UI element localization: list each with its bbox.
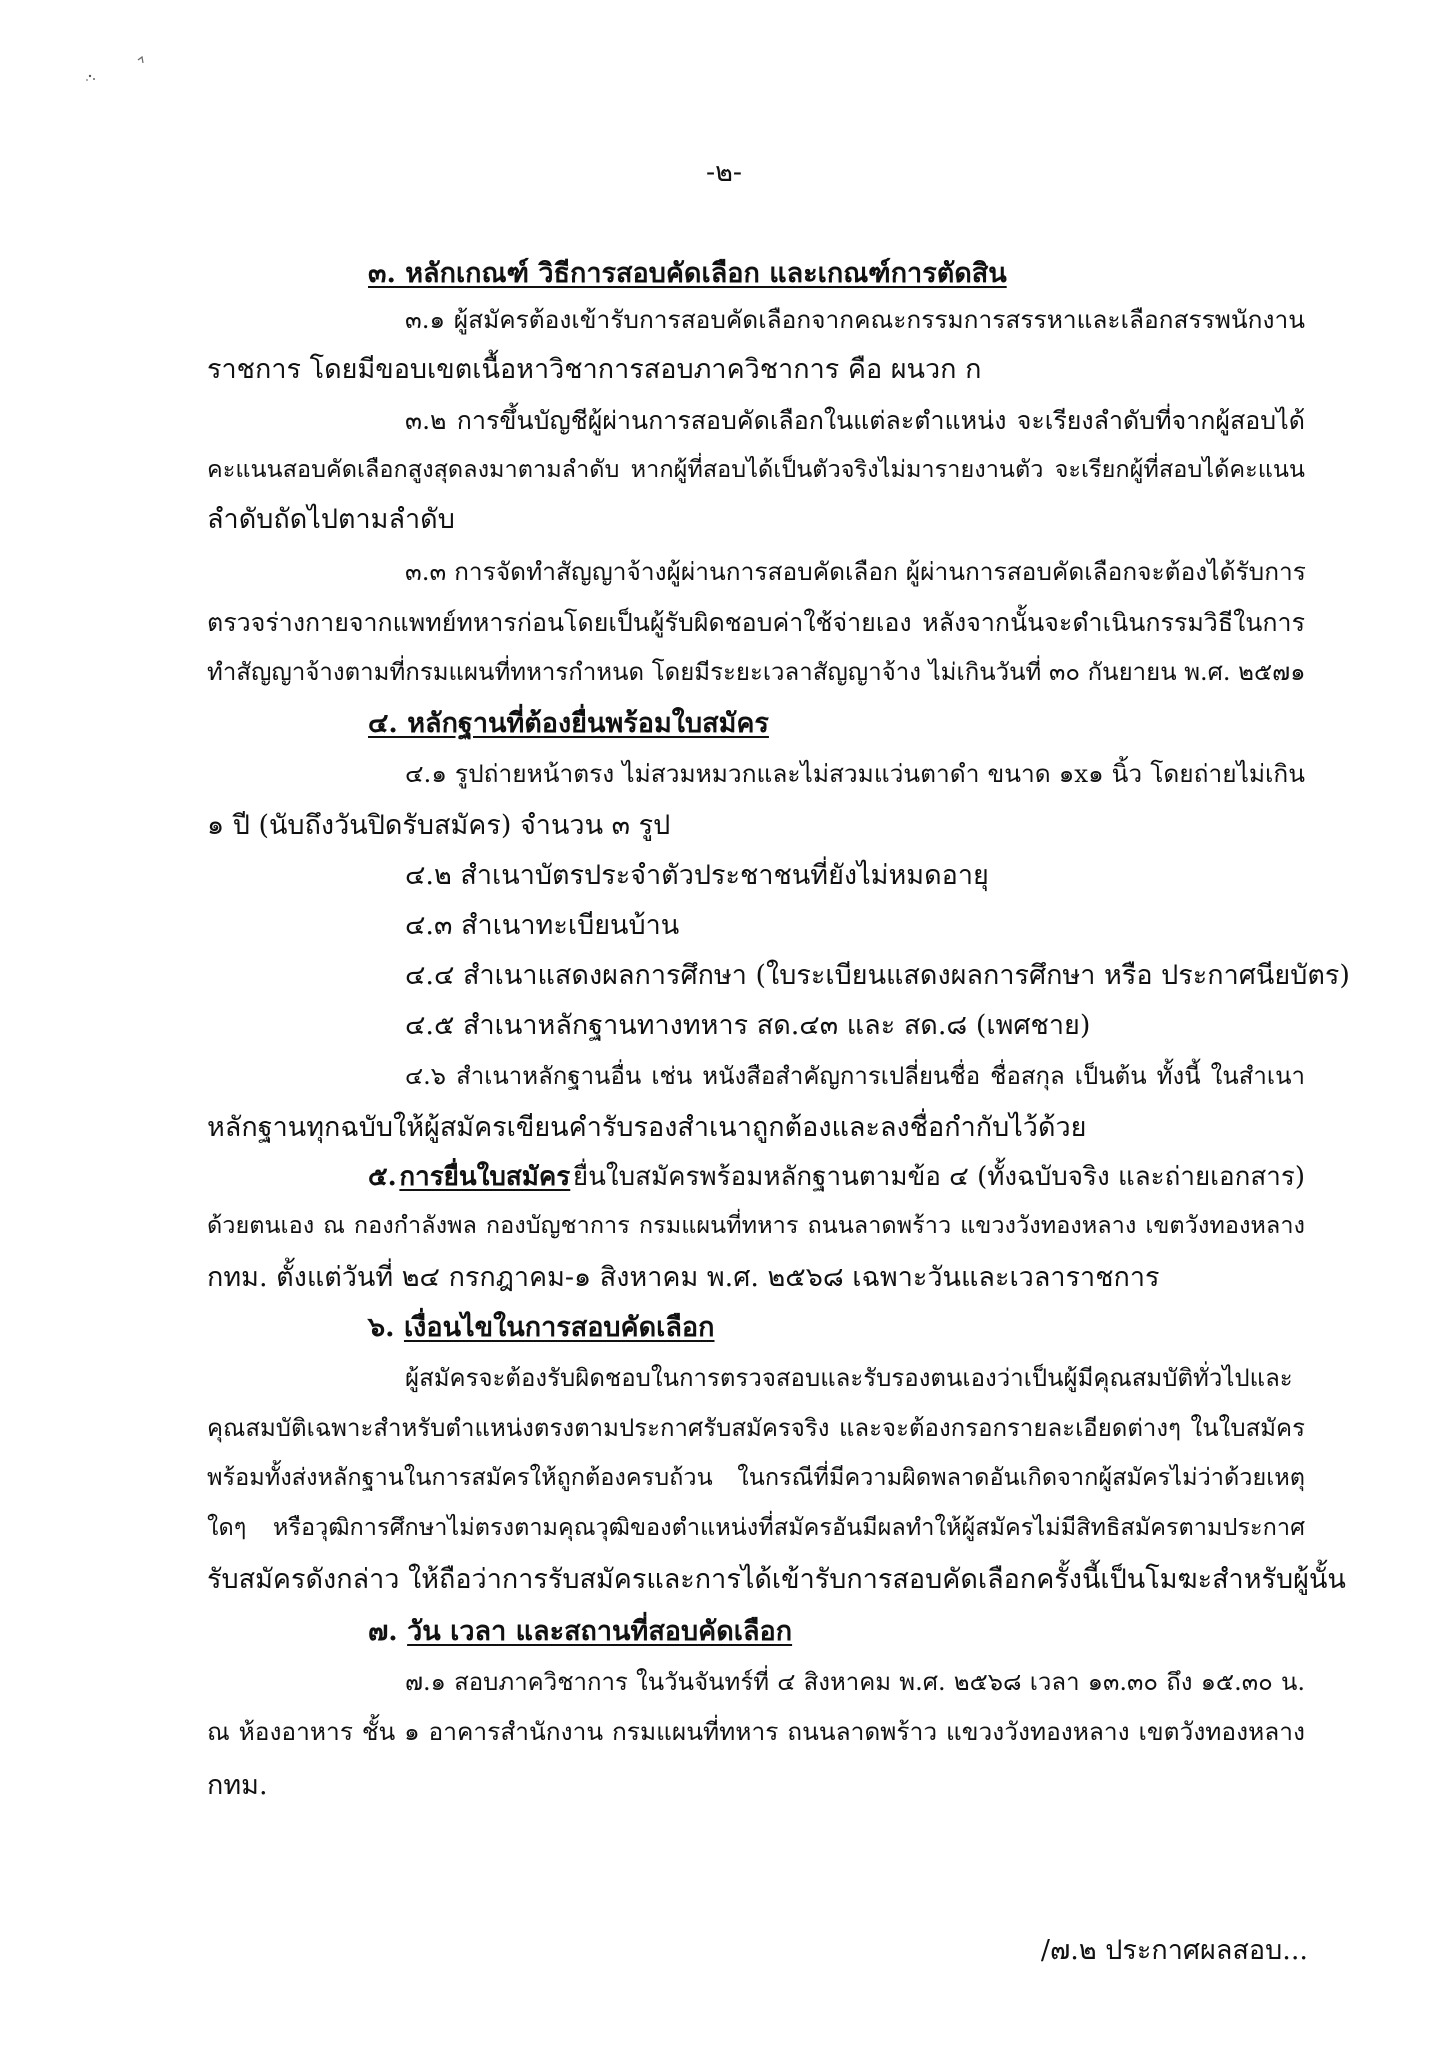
- section-6-heading: [368, 1314, 715, 1341]
- section-5-title: การยื่นใบสมัคร: [399, 1162, 571, 1192]
- section-3-1-line-2: ราชการ โดยมีขอบเขตเนื้อหาวิชาการสอบภาควิชาการ คือ ผนวก ก: [207, 354, 982, 385]
- section-4-5: ๔.๕ สำเนาหลักฐานทางทหาร สด.๔๓ และ สด.๘ (เพศชาย): [405, 1010, 1091, 1041]
- section-6-number: ๖.: [368, 1312, 395, 1343]
- section-6-line-5: รับสมัครดังกล่าว ให้ถือว่าการรับสมัครและการได้เข้ารับการสอบคัดเลือกครั้งนี้เป็นโมฆะสำหรับผู้นั้น: [207, 1564, 1346, 1595]
- section-6-line-4: ใดๆ หรือวุฒิการศึกษาไม่ตรงตามคุณวุฒิของตำแหน่งที่สมัครอันมีผลทำให้ผู้สมัครไม่มีสิทธิสมัครตามประกาศ: [207, 1513, 1305, 1541]
- section-3-heading: ๓. หลักเกณฑ์ วิธีการสอบคัดเลือก และเกณฑ์การตัดสิน: [368, 258, 1007, 289]
- section-5-line-2: ด้วยตนเอง ณ กองกำลังพล กองบัญชาการ กรมแผนที่ทหาร ถนนลาดพร้าว แขวงวังทองหลาง เขตวังทองหลาง: [207, 1211, 1305, 1239]
- section-6-title: เงื่อนไขในการสอบคัดเลือก: [403, 1312, 715, 1343]
- continuation-note: /๗.๒ ประกาศผลสอบ...: [1040, 1935, 1308, 1966]
- scan-speck-marks: [80, 48, 160, 88]
- section-7-1-line-3: กทม.: [207, 1770, 268, 1801]
- section-5-text: ยื่นใบสมัครพร้อมหลักฐานตามข้อ ๔ (ทั้งฉบับจริง และถ่ายเอกสาร): [572, 1162, 1305, 1192]
- section-5-line-3: กทม. ตั้งแต่วันที่ ๒๔ กรกฎาคม-๑ สิงหาคม พ.ศ. ๒๕๖๘ เฉพาะวันและเวลาราชการ: [207, 1262, 1160, 1293]
- section-3-3-line-2: ตรวจร่างกายจากแพทย์ทหารก่อนโดยเป็นผู้รับผิดชอบค่าใช้จ่ายเอง หลังจากนั้นจะดำเนินกรรมวิธีในการ: [207, 608, 1305, 637]
- section-7-number: ๗.: [368, 1616, 398, 1647]
- section-6-line-2: คุณสมบัติเฉพาะสำหรับตำแหน่งตรงตามประกาศรับสมัครจริง และจะต้องกรอกรายละเอียดต่างๆ ในใบสมัคร: [207, 1414, 1305, 1442]
- section-7-1-line-2: ณ ห้องอาหาร ชั้น ๑ อาคารสำนักงาน กรมแผนที่ทหาร ถนนลาดพร้าว แขวงวังทองหลาง เขตวังทองหลาง: [207, 1717, 1305, 1746]
- section-4-heading: ๔. หลักฐานที่ต้องยื่นพร้อมใบสมัคร: [368, 708, 769, 739]
- section-7-1-line-1: ๗.๑ สอบภาควิชาการ ในวันจันทร์ที่ ๔ สิงหาคม พ.ศ. ๒๕๖๘ เวลา ๑๓.๓๐ ถึง ๑๕.๓๐ น.: [405, 1668, 1305, 1696]
- page-number: -๒-: [705, 157, 743, 188]
- section-5-number: ๕.: [368, 1162, 397, 1192]
- section-4-1-line-2: ๑ ปี (นับถึงวันปิดรับสมัคร) จำนวน ๓ รูป: [207, 810, 671, 841]
- section-3-1-line-1: ๓.๑ ผู้สมัครต้องเข้ารับการสอบคัดเลือกจากคณะกรรมการสรรหาและเลือกสรรพนักงาน: [405, 305, 1305, 334]
- section-3-3-line-1: ๓.๓ การจัดทำสัญญาจ้างผู้ผ่านการสอบคัดเลือก ผู้ผ่านการสอบคัดเลือกจะต้องได้รับการ: [405, 557, 1306, 586]
- section-4-6-line-2: หลักฐานทุกฉบับให้ผู้สมัครเขียนคำรับรองสำเนาถูกต้องและลงชื่อกำกับไว้ด้วย: [207, 1112, 1087, 1143]
- section-4-4: ๔.๔ สำเนาแสดงผลการศึกษา (ใบระเบียนแสดงผลการศึกษา หรือ ประกาศนียบัตร): [405, 960, 1350, 991]
- section-3-2-line-2: คะแนนสอบคัดเลือกสูงสุดลงมาตามลำดับ หากผู้ที่สอบได้เป็นตัวจริงไม่มารายงานตัว จะเรียกผู้ที่สอบได้คะแนน: [207, 455, 1305, 483]
- section-4-3: ๔.๓ สำเนาทะเบียนบ้าน: [405, 910, 680, 941]
- section-4-1-line-1: ๔.๑ รูปถ่ายหน้าตรง ไม่สวมหมวกและไม่สวมแว่นตาดำ ขนาด ๑x๑ นิ้ว โดยถ่ายไม่เกิน: [405, 759, 1305, 788]
- section-3-3-line-3: ทำสัญญาจ้างตามที่กรมแผนที่ทหารกำหนด โดยมีระยะเวลาสัญญาจ้าง ไม่เกินวันที่ ๓๐ กันยายน พ.ศ. ๒๕๗๑: [207, 658, 1306, 686]
- section-4-6-line-1: ๔.๖ สำเนาหลักฐานอื่น เช่น หนังสือสำคัญการเปลี่ยนชื่อ ชื่อสกุล เป็นต้น ทั้งนี้ ในสำเนา: [405, 1062, 1305, 1090]
- section-4-2: ๔.๒ สำเนาบัตรประจำตัวประชาชนที่ยังไม่หมดอายุ: [405, 860, 989, 891]
- section-3-2-line-3: ลำดับถัดไปตามลำดับ: [207, 504, 455, 535]
- section-7-title: วัน เวลา และสถานที่สอบคัดเลือก: [407, 1616, 793, 1647]
- section-5-line-1: [368, 1164, 1305, 1190]
- section-7-heading: [368, 1618, 792, 1645]
- section-6-line-1: ผู้สมัครจะต้องรับผิดชอบในการตรวจสอบและรับรองตนเองว่าเป็นผู้มีคุณสมบัติทั่วไปและ: [405, 1364, 1293, 1392]
- section-3-2-line-1: ๓.๒ การขึ้นบัญชีผู้ผ่านการสอบคัดเลือกในแต่ละตำแหน่ง จะเรียงลำดับที่จากผู้สอบได้: [405, 406, 1305, 435]
- section-6-line-3: พร้อมทั้งส่งหลักฐานในการสมัครให้ถูกต้องครบถ้วน ในกรณีที่มีความผิดพลาดอันเกิดจากผู้สมัครไม่ว่าด้วยเหตุ: [207, 1463, 1305, 1491]
